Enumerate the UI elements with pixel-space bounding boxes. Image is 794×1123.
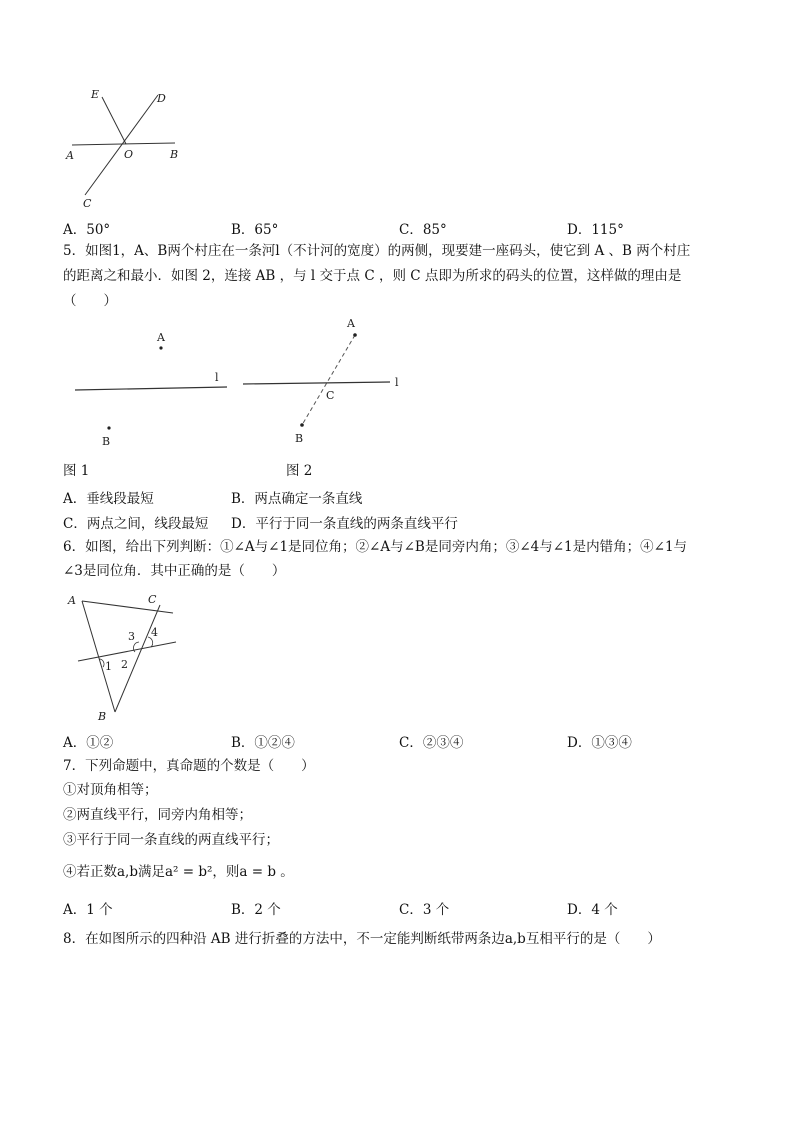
- q4-option-a: A．50°: [63, 222, 111, 238]
- q5f2-label-c: C: [326, 389, 335, 402]
- river-line-l: [75, 387, 227, 390]
- segment-ab-dashed: [302, 335, 355, 425]
- village-b-point: [107, 426, 110, 429]
- q6-label-c: C: [148, 593, 157, 606]
- q5f1-label-l: l: [215, 371, 219, 384]
- q5f1-label-a: A: [157, 331, 165, 344]
- q7-option-c: C．3 个: [399, 902, 450, 918]
- q6-option-d: D．①③④: [567, 735, 632, 751]
- line-eo: [102, 97, 126, 144]
- q5-fig1-caption: 图 1: [63, 463, 90, 479]
- q7-item-1: ①对顶角相等；: [63, 782, 158, 798]
- q4-option-c: C．85°: [399, 222, 447, 238]
- q4-option-d: D．115°: [567, 222, 624, 238]
- q7-item-2: ②两直线平行，同旁内角相等；: [63, 807, 252, 823]
- q4-figure: [60, 85, 190, 210]
- segment-ab: [82, 601, 115, 712]
- q5-fig2-caption: 图 2: [286, 463, 313, 479]
- q6-stem-line2: ∠3是同位角．其中正确的是（ ）: [63, 563, 286, 579]
- q4-label-d: D: [157, 92, 166, 105]
- q4-label-a: A: [66, 149, 74, 162]
- q5-stem-line1: 5．如图1，A、B两个村庄在一条河l（不计河的宽度）的两侧，现要建一座码头，使它到 A 、B 两个村庄: [63, 243, 691, 259]
- q6-label-4: 4: [151, 626, 158, 639]
- q7-item-3: ③平行于同一条直线的两直线平行；: [63, 832, 279, 848]
- river-line-l-2: [243, 382, 390, 384]
- q5-option-d: D．平行于同一条直线的两条直线平行: [231, 516, 458, 532]
- q7-stem: 7．下列命题中，真命题的个数是（ ）: [63, 758, 315, 774]
- q7-option-b: B．2 个: [231, 902, 281, 918]
- q6-stem-line1: 6．如图，给出下列判断：①∠A与∠1是同位角；②∠A与∠B是同旁内角；③∠4与∠1是内错角；④∠1与: [63, 539, 688, 555]
- q5-option-b: B．两点确定一条直线: [231, 491, 363, 507]
- q5f2-label-a: A: [347, 317, 355, 330]
- q5-figure-2: [240, 312, 410, 460]
- q6-label-1: 1: [105, 660, 112, 673]
- village-a-point: [159, 346, 162, 349]
- q6-figure: [60, 585, 185, 725]
- q6-label-a: A: [68, 594, 76, 607]
- q6-option-a: A．①②: [63, 735, 114, 751]
- q4-option-b: B．65°: [231, 222, 279, 238]
- q4-label-b: B: [170, 148, 179, 161]
- q6-option-c: C．②③④: [399, 735, 464, 751]
- q6-option-b: B．①②④: [231, 735, 295, 751]
- line-ab: [72, 143, 175, 145]
- q5f2-label-b: B: [295, 432, 304, 445]
- q5f2-label-l: l: [395, 376, 399, 389]
- q6-label-2: 2: [121, 658, 128, 671]
- angle-3-arc: [133, 642, 139, 652]
- q6-label-3: 3: [128, 630, 135, 643]
- q4-label-o: O: [124, 148, 134, 161]
- q4-label-e: E: [91, 88, 100, 101]
- q5f1-label-b: B: [102, 435, 111, 448]
- q7-option-a: A．1 个: [63, 902, 113, 918]
- q5-option-a: A．垂线段最短: [63, 491, 154, 507]
- q6-label-b: B: [98, 710, 107, 723]
- q5-stem-line2: 的距离之和最小．如图 2，连接 AB ，与 l 交于点 C ，则 C 点即为所求的码头的位置，这样做的理由是: [63, 268, 682, 284]
- q7-option-d: D．4 个: [567, 902, 618, 918]
- q8-stem: 8．在如图所示的四种沿 AB 进行折叠的方法中，不一定能判断纸带两条边a,b互相平行的是（ ）: [63, 931, 661, 947]
- q4-label-c: C: [83, 197, 92, 210]
- q5-figure-1: [62, 320, 237, 460]
- point-a: [353, 333, 357, 337]
- point-b: [300, 423, 304, 427]
- q5-stem-line3: （ ）: [63, 293, 117, 309]
- q7-item-4: ④若正数a,b满足a² = b²，则a = b 。: [63, 864, 294, 880]
- q5-option-c: C．两点之间，线段最短: [63, 516, 209, 532]
